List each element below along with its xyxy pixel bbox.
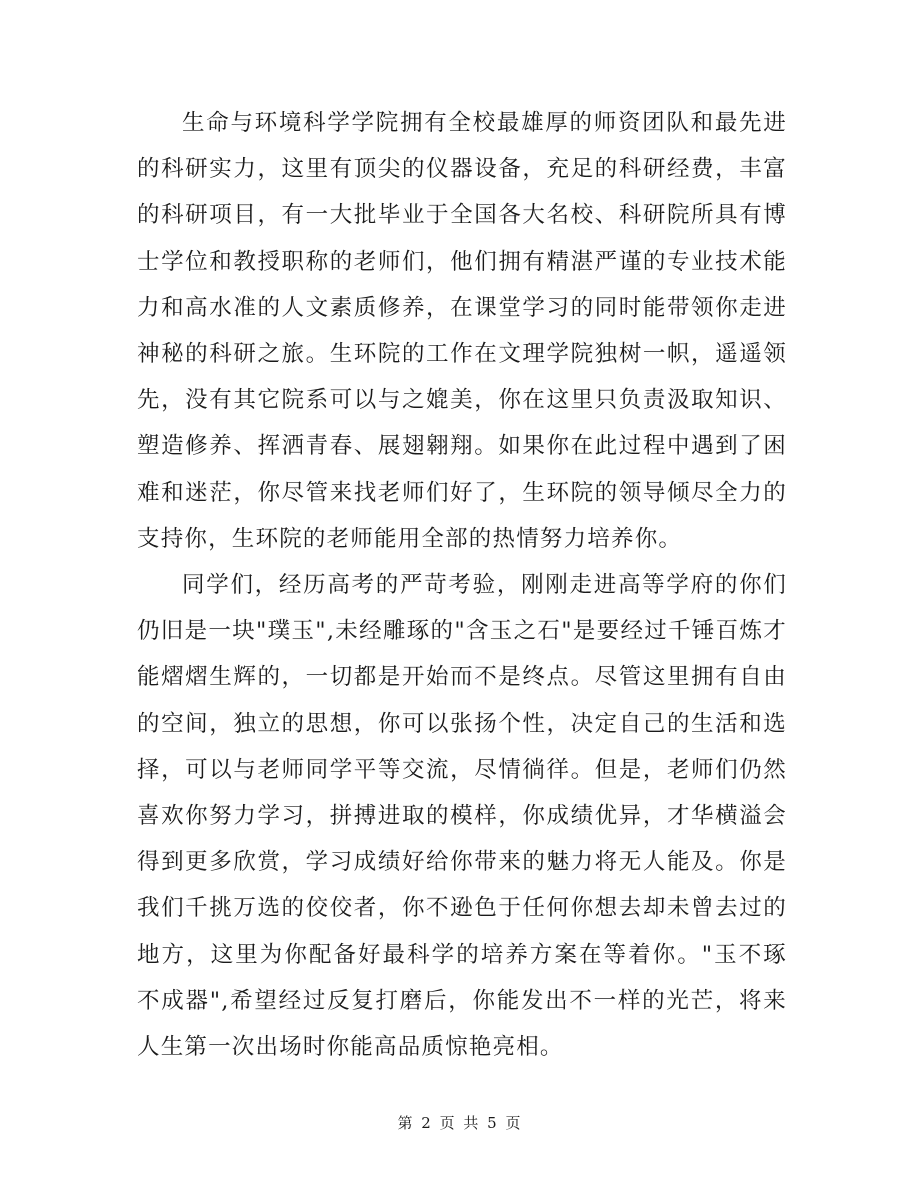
page-footer xyxy=(0,1112,920,1133)
document-body xyxy=(137,100,787,1070)
paragraph-2: 同学们，经历高考的严苛考验，刚刚走进高等学府的你们仍旧是一块"璞玉",未经雕琢的"含玉之石"是要经过千锤百炼才能熠熠生辉的，一切都是开始而不是终点。尽管这里拥有自由的空间，独立的思想，你可以张扬个性，决定自己的生活和选择，可以与老师同学平等交流，尽情徜徉。但是，老师们仍然喜欢你努力学习，拼搏进取的模样，你成绩优异，才华横溢会得到更多欣赏，学习成绩好给你带来的魅力将无人能及。你是我们千挑万选的佼佼者，你不逊色于任何你想去却未曾去过的地方，这里为你配备好最科学的培养方案在等着你。"玉不琢不成器",希望经过反复打磨后，你能发出不一样的光芒，将来人生第一次出场时你能高品质惊艳亮相。 xyxy=(137,572,787,1061)
page-number: 第 2 页 共 5 页 xyxy=(397,1114,523,1132)
paragraph-1: 生命与环境科学学院拥有全校最雄厚的师资团队和最先进的科研实力，这里有顶尖的仪器设备，充足的科研经费，丰富的科研项目，有一大批毕业于全国各大名校、科研院所具有博士学位和教授职称的老师们，他们拥有精湛严谨的专业技术能力和高水准的人文素质修养，在课堂学习的同时能带领你走进神秘的科研之旅。生环院的工作在文理学院独树一帜，遥遥领先，没有其它院系可以与之媲美，你在这里只负责汲取知识、塑造修养、挥洒青春、展翅翱翔。如果你在此过程中遇到了困难和迷茫，你尽管来找老师们好了，生环院的领导倾尽全力的支持你，生环院的老师能用全部的热情努力培养你。 xyxy=(137,110,787,552)
